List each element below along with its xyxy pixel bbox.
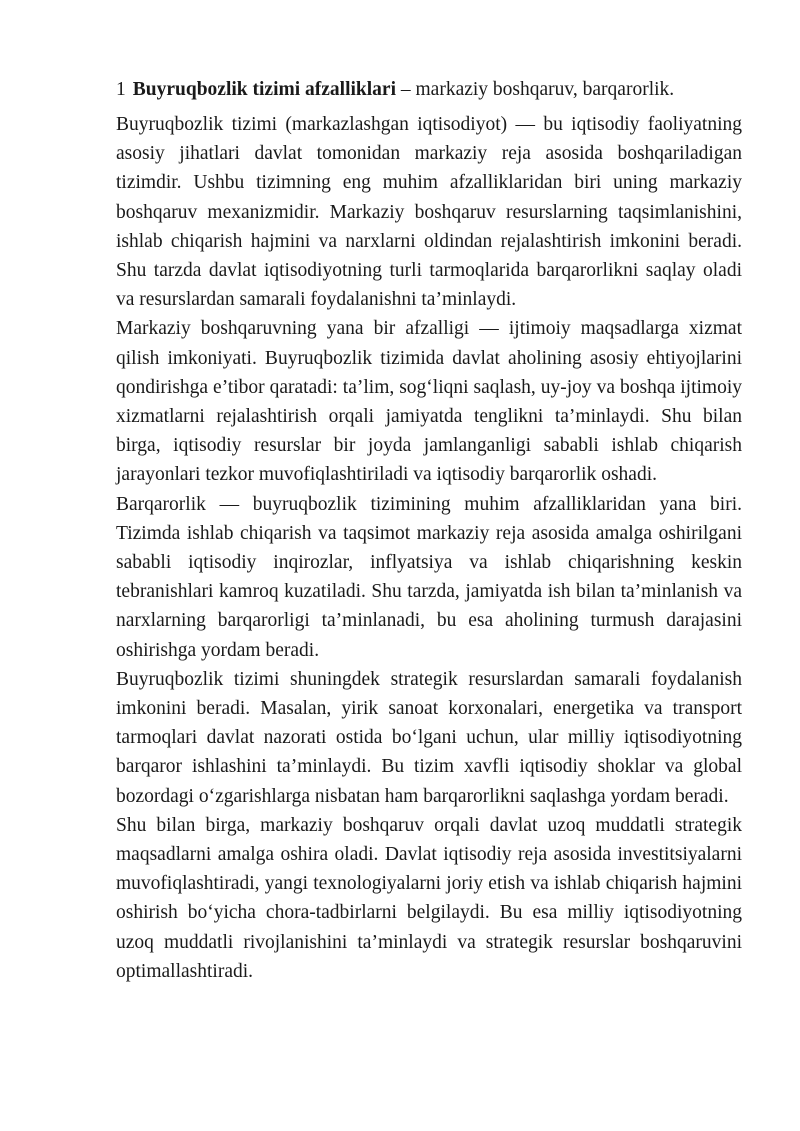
paragraph-central-planning: Buyruqbozlik tizimi (markazlashgan iqtisodiyot) — bu iqtisodiy faoliyatning asosiy jihatlari davlat tomonidan markaziy reja asosida boshqariladigan tizimdir. Ushbu tizimning eng muhim afzalliklaridan biri uning markaziy boshqaruv mexanizmidir. Markaziy boshqaruv resurslarning taqsimlanishini, ishlab chiqarish hajmini va narxlarni oldindan rejalashtirish imkonini beradi. Shu tarzda davlat iqtisodiyotning turli tarmoqlarida barqarorlikni saqlay oladi va resurslardan samarali foydalanishni ta’minlaydi. [116,114,742,311]
section-title: Buyruqbozlik tizimi afzalliklari [132,79,397,100]
paragraph-long-term-goals: Shu bilan birga, markaziy boshqaruv orqali davlat uzoq muddatli strategik maqsadlarni amalga oshira oladi. Davlat iqtisodiy reja asosida investitsiyalarni muvofiqlashtiradi, yangi texnologiyalarni joriy etish va ishlab chiqarish hajmini oshirish bo‘yicha chora-tadbirlarni belgilaydi. Bu esa milliy iqtisodiyotning uzoq muddatli rivojlanishini ta’minlaydi va strategik resurslar boshqaruvini optimallashtiradi. [116,814,742,982]
paragraph-stability: Barqarorlik — buyruqbozlik tizimining muhim afzalliklaridan yana biri. Tizimda ishlab chiqarish va taqsimot markaziy reja asosida amalga oshirilgani sababli iqtisodiy inqirozlar, inflyatsiya va ishlab chiqarishning keskin tebranishlari kamroq kuzatiladi. Shu tarzda, jamiyatda ish bilan ta’minlanish va narxlarning barqarorligi ta’minlanadi, bu esa aholining turmush darajasini oshirishga yordam beradi. [116,493,742,661]
section-heading [116,78,742,102]
section-subtitle: – markaziy boshqaruv, barqarorlik. [396,79,675,100]
paragraph-strategic-resources: Buyruqbozlik tizimi shuningdek strategik resurslardan samarali foydalanish imkonini beradi. Masalan, yirik sanoat korxonalari, energetika va transport tarmoqlari davlat nazorati ostida bo‘lgani uchun, ular milliy iqtisodiyotning barqaror ishlashini ta’minlaydi. Bu tizim xavfli iqtisodiy shoklar va global bozordagi o‘zgarishlarga nisbatan ham barqarorlikni saqlashga yordam beradi. [116,668,742,807]
paragraph-social-goals: Markaziy boshqaruvning yana bir afzalligi — ijtimoiy maqsadlarga xizmat qilish imkoniyati. Buyruqbozlik tizimida davlat aholining asosiy ehtiyojlarini qondirishga e’tibor qaratadi: ta’lim, sog‘liqni saqlash, uy-joy va boshqa ijtimoiy xizmatlarni rejalashtirish orqali jamiyatda tenglikni ta’minlaydi. Shu bilan birga, iqtisodiy resurslar bir joyda jamlanganligi sababli ishlab chiqarish jarayonlari tezkor muvofiqlashtiriladi va iqtisodiy barqarorlik oshadi. [116,318,742,486]
document-page [116,78,742,986]
section-number: 1 [116,79,126,100]
